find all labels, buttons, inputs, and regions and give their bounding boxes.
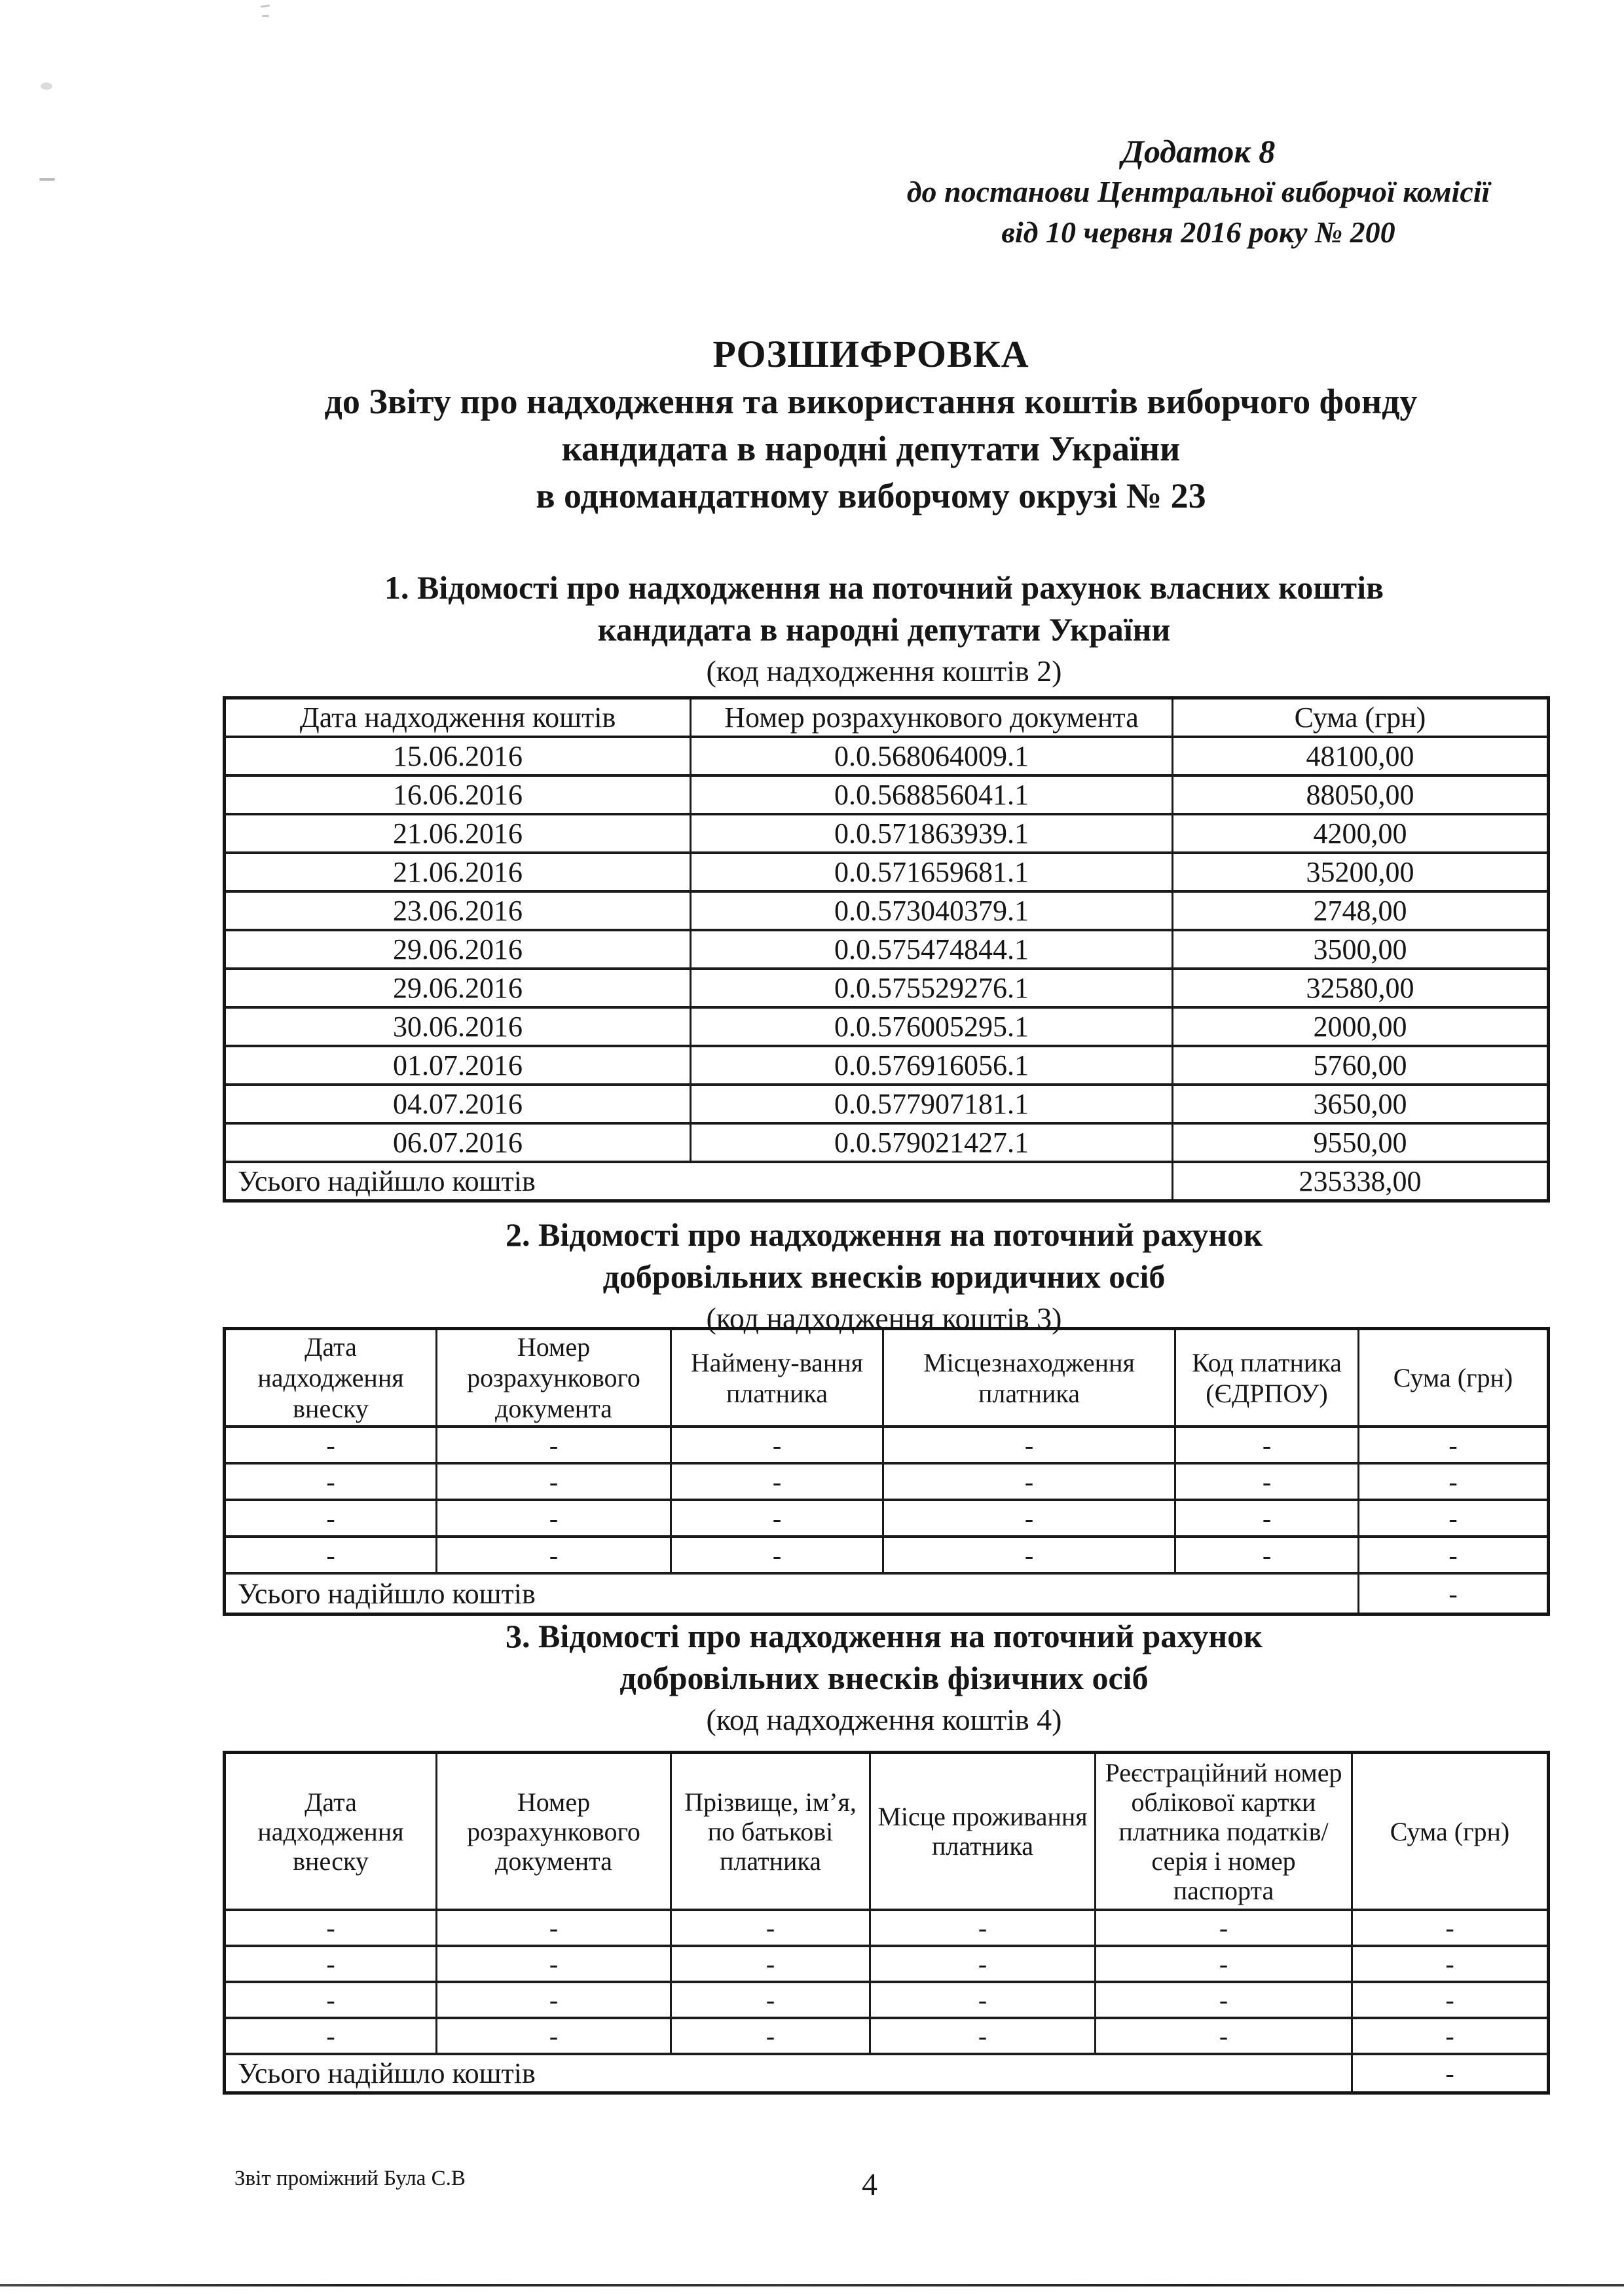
table-cell: -	[225, 1910, 437, 1946]
table-cell: -	[1096, 1946, 1352, 1982]
scan-artifact	[262, 15, 269, 17]
table-cell: 01.07.2016	[225, 1046, 691, 1085]
table-cell: -	[225, 1500, 437, 1537]
table-cell: 5760,00	[1173, 1046, 1549, 1085]
col-header-doc-number: Номер розрахункового документа	[437, 1753, 671, 1911]
table-cell: -	[883, 1500, 1175, 1537]
table-cell: -	[437, 1946, 671, 1982]
table-cell: -	[671, 1500, 883, 1537]
table-cell: -	[1359, 1537, 1549, 1573]
table-cell: 30.06.2016	[225, 1007, 691, 1046]
col-header-date: Дата надходження внеску	[225, 1753, 437, 1911]
table-row	[225, 775, 1549, 814]
table-cell: -	[671, 1537, 883, 1573]
own-funds-table	[223, 696, 1550, 1203]
col-header-sum: Сума (грн)	[1352, 1753, 1549, 1911]
table-cell: 4200,00	[1173, 814, 1549, 853]
table-cell: 0.0.577907181.1	[691, 1085, 1173, 1123]
table-cell: -	[225, 1982, 437, 2018]
document-title	[157, 331, 1585, 519]
section1-heading-line-2: кандидата в народні депутати України	[597, 611, 1171, 648]
appendix-line-1: Додаток 8	[1121, 133, 1276, 170]
table-row	[225, 737, 1549, 775]
table-cell: -	[870, 2018, 1096, 2054]
section1-heading-code: (код надходження коштів 2)	[706, 654, 1062, 688]
table-cell: 32580,00	[1173, 969, 1549, 1007]
table-cell: 0.0.575474844.1	[691, 930, 1173, 969]
total-label: Усього надійшло коштів	[225, 1162, 1173, 1201]
col-header-payer-location: Місцезнаходження платника	[883, 1329, 1175, 1427]
table-row	[225, 2018, 1549, 2054]
table-cell: -	[1352, 2018, 1549, 2054]
table-row	[225, 1427, 1549, 1463]
col-header-date: Дата надходження коштів	[225, 698, 691, 737]
scan-artifact	[39, 178, 55, 181]
table-cell: 2000,00	[1173, 1007, 1549, 1046]
appendix-line-3: від 10 червня 2016 року № 200	[1001, 215, 1395, 249]
section2-heading-code: (код надходження коштів 3)	[706, 1301, 1062, 1335]
table-cell: 3650,00	[1173, 1085, 1549, 1123]
table-cell: -	[1352, 1946, 1549, 1982]
table-cell: -	[225, 1537, 437, 1573]
table-row	[225, 1007, 1549, 1046]
table-row	[225, 814, 1549, 853]
scan-edge-line	[0, 2284, 1624, 2286]
section2-heading-line-2: добровільних внесків юридичних осіб	[602, 1258, 1166, 1295]
table-cell: 35200,00	[1173, 853, 1549, 891]
table-cell: -	[870, 1946, 1096, 1982]
table-cell: 2748,00	[1173, 891, 1549, 930]
col-header-payer-full-name: Прізвище, ім’я, по батькові платника	[671, 1753, 870, 1911]
table-row	[225, 1910, 1549, 1946]
table-cell: 23.06.2016	[225, 891, 691, 930]
title-line-4: в одномандатному виборчому окрузі № 23	[536, 476, 1206, 515]
total-row	[225, 2054, 1549, 2093]
section1-heading	[157, 567, 1611, 692]
table-cell: 88050,00	[1173, 775, 1549, 814]
table-cell: 0.0.579021427.1	[691, 1123, 1173, 1162]
table-cell: -	[1359, 1427, 1549, 1463]
table-cell: -	[437, 2018, 671, 2054]
section3-heading-code: (код надходження коштів 4)	[706, 1703, 1062, 1736]
table-cell: 21.06.2016	[225, 853, 691, 891]
title-line-2: до Звіту про надходження та використання коштів виборчого фонду	[324, 382, 1418, 421]
table-cell: -	[1359, 1500, 1549, 1537]
table-cell: -	[671, 1463, 883, 1500]
table-row	[225, 1123, 1549, 1162]
table-header-row	[225, 1329, 1549, 1427]
table-row	[225, 1982, 1549, 2018]
section1-heading-line-1: 1. Відомості про надходження на поточний рахунок власних коштів	[384, 569, 1384, 606]
table-cell: -	[883, 1427, 1175, 1463]
table-cell: -	[1352, 1982, 1549, 2018]
col-header-payer-code: Код платника (ЄДРПОУ)	[1175, 1329, 1359, 1427]
col-header-sum: Сума (грн)	[1359, 1329, 1549, 1427]
table-cell: 16.06.2016	[225, 775, 691, 814]
total-label: Усього надійшло коштів	[225, 1573, 1359, 1614]
table-cell: 15.06.2016	[225, 737, 691, 775]
table-cell: -	[671, 1427, 883, 1463]
table-cell: -	[225, 2018, 437, 2054]
table-cell: 29.06.2016	[225, 930, 691, 969]
table-header-row	[225, 698, 1549, 737]
col-header-payer-name: Наймену-вання платника	[671, 1329, 883, 1427]
table-row	[225, 853, 1549, 891]
table-cell: -	[671, 1982, 870, 2018]
table-cell: -	[437, 1537, 671, 1573]
table-cell: 04.07.2016	[225, 1085, 691, 1123]
table-cell: 0.0.575529276.1	[691, 969, 1173, 1007]
table-row	[225, 1946, 1549, 1982]
col-header-doc-number: Номер розрахункового документа	[691, 698, 1173, 737]
table-cell: 48100,00	[1173, 737, 1549, 775]
total-row	[225, 1162, 1549, 1201]
total-value: -	[1352, 2054, 1549, 2093]
table-cell: -	[1096, 2018, 1352, 2054]
table-cell: -	[1175, 1463, 1359, 1500]
table-cell: -	[1096, 1982, 1352, 2018]
table-cell: 0.0.573040379.1	[691, 891, 1173, 930]
table-cell: 9550,00	[1173, 1123, 1549, 1162]
table-cell: -	[437, 1463, 671, 1500]
total-label: Усього надійшло коштів	[225, 2054, 1352, 2093]
footer-report-label: Звіт проміжний Була С.В	[234, 2167, 466, 2190]
scan-artifact	[261, 5, 270, 7]
individuals-table	[223, 1751, 1550, 2095]
appendix-header	[871, 131, 1526, 253]
section2-heading	[157, 1214, 1611, 1339]
legal-entities-table	[223, 1327, 1550, 1616]
section3-heading	[157, 1615, 1611, 1741]
table-cell: 0.0.568856041.1	[691, 775, 1173, 814]
table-row	[225, 930, 1549, 969]
section3-heading-line-2: добровільних внесків фізичних осіб	[619, 1660, 1149, 1696]
table-cell: -	[1096, 1910, 1352, 1946]
table-cell: 3500,00	[1173, 930, 1549, 969]
col-header-payer-residence: Місце проживання платника	[870, 1753, 1096, 1911]
table-row	[225, 969, 1549, 1007]
table-cell: -	[870, 1910, 1096, 1946]
section3-heading-line-1: 3. Відомості про надходження на поточний рахунок	[506, 1618, 1263, 1654]
table-cell: -	[225, 1427, 437, 1463]
col-header-payer-tax-number: Реєстраційний номер облікової картки платника податків/серія і номер паспорта	[1096, 1753, 1352, 1911]
section2-heading-line-1: 2. Відомості про надходження на поточний рахунок	[506, 1216, 1263, 1253]
table-cell: 0.0.571863939.1	[691, 814, 1173, 853]
table-cell: 21.06.2016	[225, 814, 691, 853]
table-cell: 0.0.568064009.1	[691, 737, 1173, 775]
table-cell: -	[225, 1463, 437, 1500]
total-value: 235338,00	[1173, 1162, 1549, 1201]
table-cell: -	[437, 1427, 671, 1463]
table-cell: -	[671, 2018, 870, 2054]
table-cell: 06.07.2016	[225, 1123, 691, 1162]
table-cell: 0.0.576916056.1	[691, 1046, 1173, 1085]
table-cell: -	[1359, 1463, 1549, 1500]
table-cell: -	[437, 1910, 671, 1946]
table-cell: -	[1175, 1500, 1359, 1537]
table-cell: -	[225, 1946, 437, 1982]
appendix-line-2: до постанови Центральної виборчої комісії	[906, 175, 1490, 208]
page-number: 4	[862, 2167, 877, 2202]
table-row	[225, 1463, 1549, 1500]
table-cell: 29.06.2016	[225, 969, 691, 1007]
table-cell: 0.0.571659681.1	[691, 853, 1173, 891]
table-row	[225, 1046, 1549, 1085]
title-line-1: РОЗШИФРОВКА	[712, 333, 1029, 375]
title-line-3: кандидата в народні депутати України	[561, 429, 1181, 468]
table-cell: -	[437, 1500, 671, 1537]
table-cell: -	[870, 1982, 1096, 2018]
table-cell: 0.0.576005295.1	[691, 1007, 1173, 1046]
table-row	[225, 1537, 1549, 1573]
total-value: -	[1359, 1573, 1549, 1614]
table-cell: -	[437, 1982, 671, 2018]
table-cell: -	[1175, 1537, 1359, 1573]
table-cell: -	[883, 1463, 1175, 1500]
table-cell: -	[1352, 1910, 1549, 1946]
table-cell: -	[883, 1537, 1175, 1573]
col-header-date: Дата надходження внеску	[225, 1329, 437, 1427]
table-cell: -	[1175, 1427, 1359, 1463]
scan-artifact	[41, 83, 52, 90]
table-header-row	[225, 1753, 1549, 1911]
col-header-doc-number: Номер розрахункового документа	[437, 1329, 671, 1427]
col-header-sum: Сума (грн)	[1173, 698, 1549, 737]
table-cell: -	[671, 1946, 870, 1982]
table-cell: -	[671, 1910, 870, 1946]
table-row	[225, 891, 1549, 930]
total-row	[225, 1573, 1549, 1614]
table-row	[225, 1500, 1549, 1537]
table-row	[225, 1085, 1549, 1123]
